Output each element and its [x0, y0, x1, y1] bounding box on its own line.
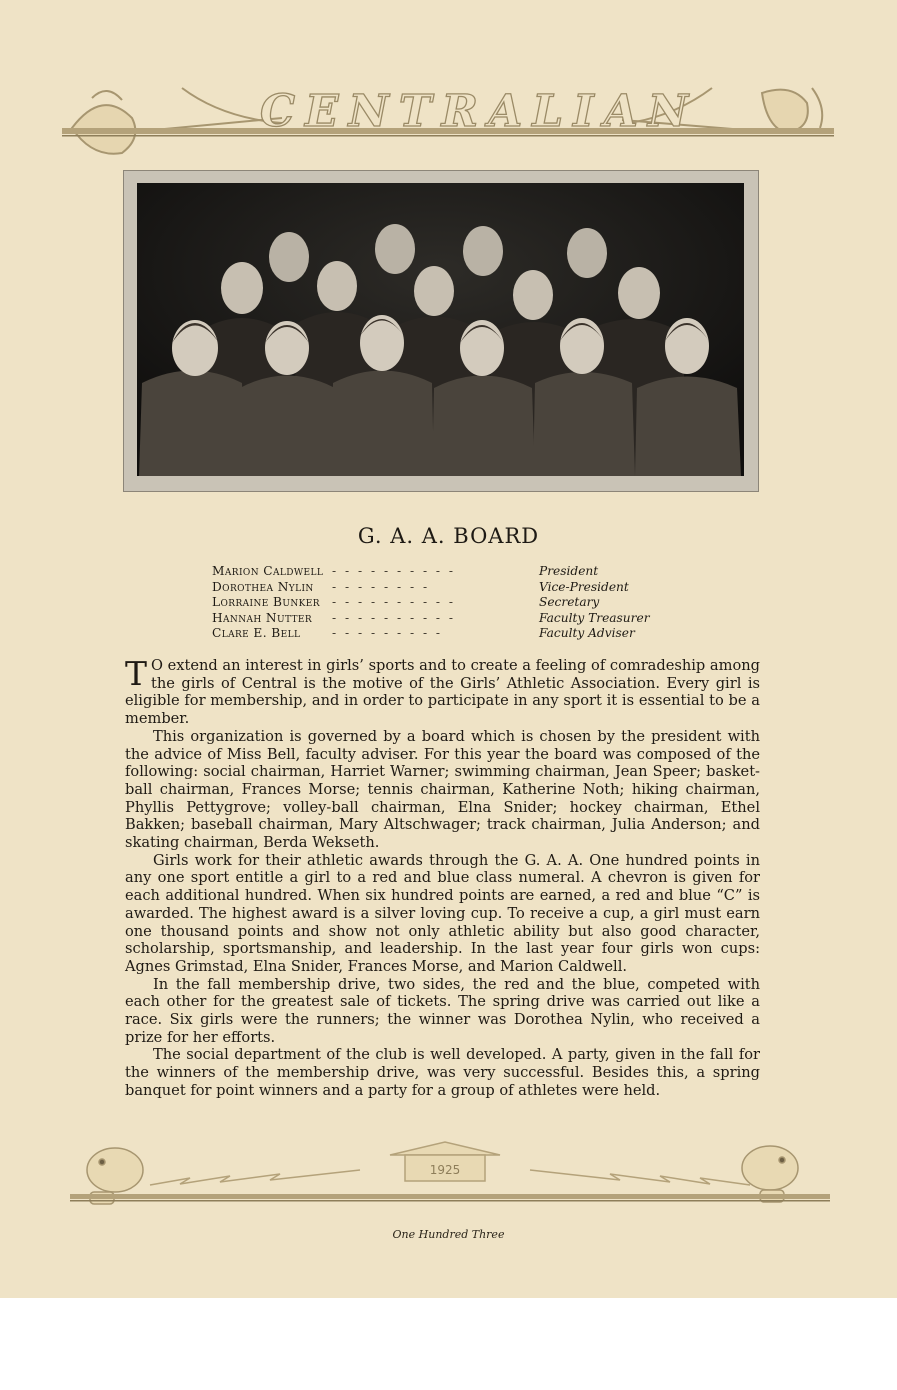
officer-row	[212, 564, 692, 580]
leader-dots: - - - - - - - - - -	[332, 610, 456, 625]
footer-ornament	[70, 1140, 830, 1215]
group-portrait-photo	[137, 183, 744, 476]
officer-name: Hannah Nutter	[212, 610, 313, 625]
board-title: G. A. A. BOARD	[357, 524, 540, 548]
officer-name: Marion Caldwell	[212, 564, 324, 578]
officer-name: Dorothea Nylin	[212, 579, 314, 594]
officer-name: Clare E. Bell	[212, 626, 301, 640]
drop-cap: T	[125, 654, 148, 693]
leader-dots: - - - - - - - - - -	[332, 564, 456, 578]
officer-row	[212, 626, 692, 642]
yearbook-title: CENTRALIAN	[260, 86, 699, 137]
paragraph-4: In the fall membership drive, two sides, the red and the blue, competed with each other for the greatest sale of tickets. The spring drive was carried out like a race. Six girls were the runners; the winner was Dorothea Nylin, who received a prize for her efforts.	[125, 975, 760, 1046]
officer-row	[212, 611, 692, 627]
paragraph-1-text: O extend an interest in girls’ sports and to create a feeling of comradeship among the girls of Central is the motive of the Girls’ Athletic Association. Every girl is eligible for membership, and in order to participate in any sport it is essential to be a member.	[125, 657, 760, 728]
officer-role: President	[539, 564, 599, 578]
emblem-year: 1925	[429, 1163, 461, 1177]
paragraph-5: The social department of the club is well developed. A party, given in the fall for the winners of the membership drive, was very successful. Besides this, a spring banquet for point winners and a party for a group of athletes were held.	[125, 1046, 760, 1099]
leader-dots: - - - - - - - - - -	[332, 595, 456, 609]
leader-dots: - - - - - - - -	[332, 579, 430, 594]
paragraph-1	[125, 654, 760, 728]
officer-role: Secretary	[539, 595, 600, 609]
group-portrait-icon	[137, 183, 744, 476]
paragraph-3: Girls work for their athletic awards through the G. A. A. One hundred points in any one sport entitle a girl to a red and blue class numeral. A chevron is given for each additional hundred. When six hundred points are earned, a red and blue “C” is awarded. The highest award is a silver loving cup. To receive a cup, a girl must earn one thousand points and show not only athletic ability but also good character, scholarship, sportsmanship, and leadership. In the last year four girls won cups: Agnes Grimstad, Elna Snider, Frances Morse, and Marion Caldwell.	[125, 851, 760, 975]
officer-role: Vice-President	[539, 579, 629, 594]
article-body	[125, 654, 760, 1100]
officer-role: Faculty Adviser	[539, 626, 635, 640]
leader-dots: - - - - - - - - -	[332, 626, 443, 640]
officer-name: Lorraine Bunker	[212, 595, 320, 609]
page-number: One Hundred Three	[392, 1228, 505, 1241]
paragraph-2: This organization is governed by a board which is chosen by the president with the advice of Miss Bell, faculty adviser. For this year the board was composed of the following: social chairman, Harriet Warner; swimming chairman, Jean Speer; basket-ball chairman, Frances Morse; tennis chairman, Katherine Noth; hiking chairman, Phyllis Pettygrove; volley-ball chairman, Elna Snider; hockey chairman, Ethel Bakken; baseball chairman, Mary Altschwager; track chairman, Julia Anderson; and skating chairman, Berda Wekseth.	[125, 727, 760, 852]
officer-list	[212, 564, 692, 642]
officer-row	[212, 595, 692, 611]
officer-row	[212, 580, 692, 596]
officer-role: Faculty Treasurer	[539, 610, 650, 625]
